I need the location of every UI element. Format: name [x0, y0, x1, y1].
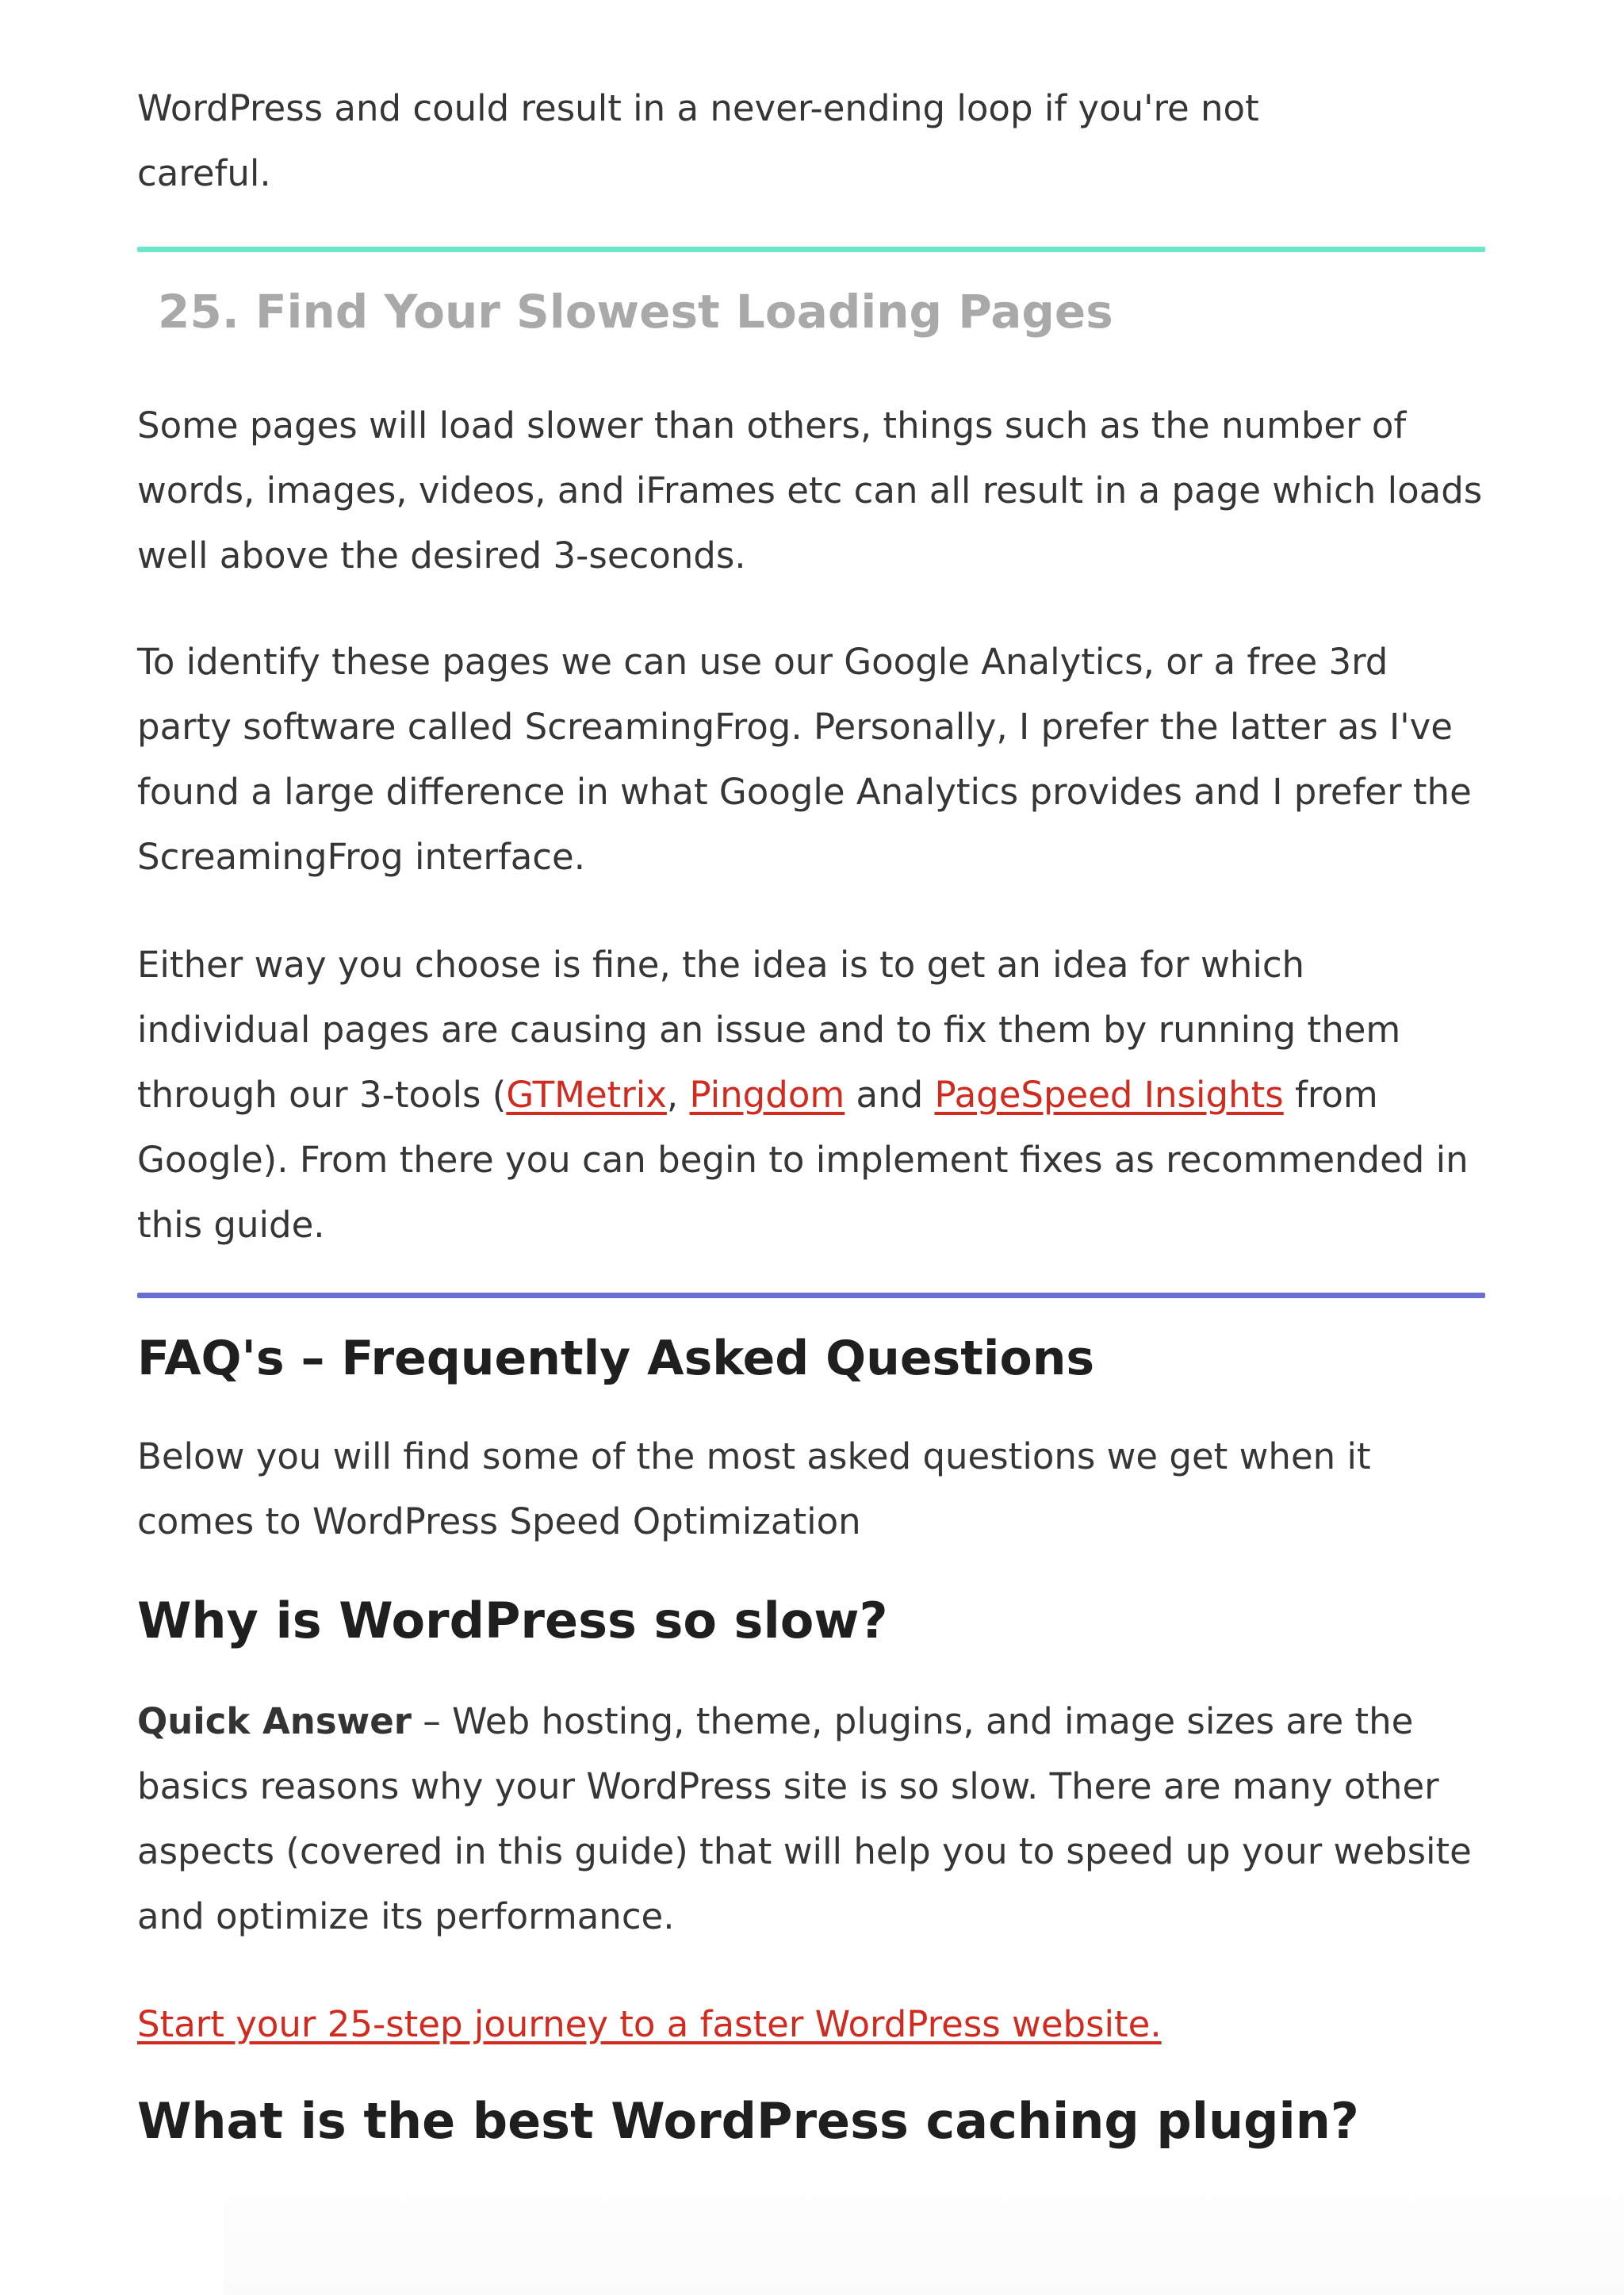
p3-sep-1: ,	[666, 1074, 690, 1116]
gtmetrix-link[interactable]: GTMetrix	[506, 1074, 667, 1116]
pagespeed-insights-link[interactable]: PageSpeed Insights	[934, 1074, 1284, 1116]
quick-answer-text: – Web hosting, theme, plugins, and image sizes are the basics reasons why your WordPress site is so slow. There are many other aspects (covered in this guide) that will help you to speed up your website and optimize its performance.	[137, 1700, 1472, 1937]
section-divider-teal	[137, 247, 1485, 252]
page-bottom-shade	[224, 2141, 1624, 2295]
pingdom-link[interactable]: Pingdom	[689, 1074, 845, 1116]
section-25-heading: 25. Find Your Slowest Loading Pages	[158, 285, 1113, 339]
section-25-paragraph-2: To identify these pages we can use our Google Analytics, or a free 3rd party software called ScreamingFrog. Personally, I prefer the latter as I've found a large difference in what Google Analytics provides and I prefer the ScreamingFrog interface.	[137, 641, 1472, 878]
start-journey-link[interactable]: Start your 25-step journey to a faster WordPress website.	[137, 2003, 1162, 2045]
faq-heading: FAQ's – Frequently Asked Questions	[137, 1331, 1095, 1386]
section-divider-indigo	[137, 1293, 1485, 1298]
section-25-paragraph-3	[137, 933, 1485, 1258]
p3-text-after: from Google). From there you can begin to implement fixes as recommended in this guide.	[137, 1074, 1469, 1246]
section-25-paragraph-1: Some pages will load slower than others, things such as the number of words, images, videos, and iFrames etc can all result in a page which loads well above the desired 3-seconds.	[137, 404, 1483, 577]
faq-question-1-heading: Why is WordPress so slow?	[137, 1592, 888, 1649]
quick-answer-label: Quick Answer	[137, 1700, 412, 1742]
p3-text-before: Either way you choose is fine, the idea is to get an idea for which individual pages are causing an issue and to fix them by running them through our 3-tools (	[137, 944, 1401, 1116]
faq-question-1-answer	[137, 1689, 1485, 1949]
faq-question-2-heading: What is the best WordPress caching plugin?	[137, 2092, 1359, 2150]
faq-intro-paragraph: Below you will find some of the most asked questions we get when it comes to WordPress Speed Optimization	[137, 1435, 1371, 1542]
p3-sep-2: and	[845, 1074, 935, 1116]
intro-paragraph: WordPress and could result in a never-ending loop if you're not careful.	[137, 87, 1259, 194]
